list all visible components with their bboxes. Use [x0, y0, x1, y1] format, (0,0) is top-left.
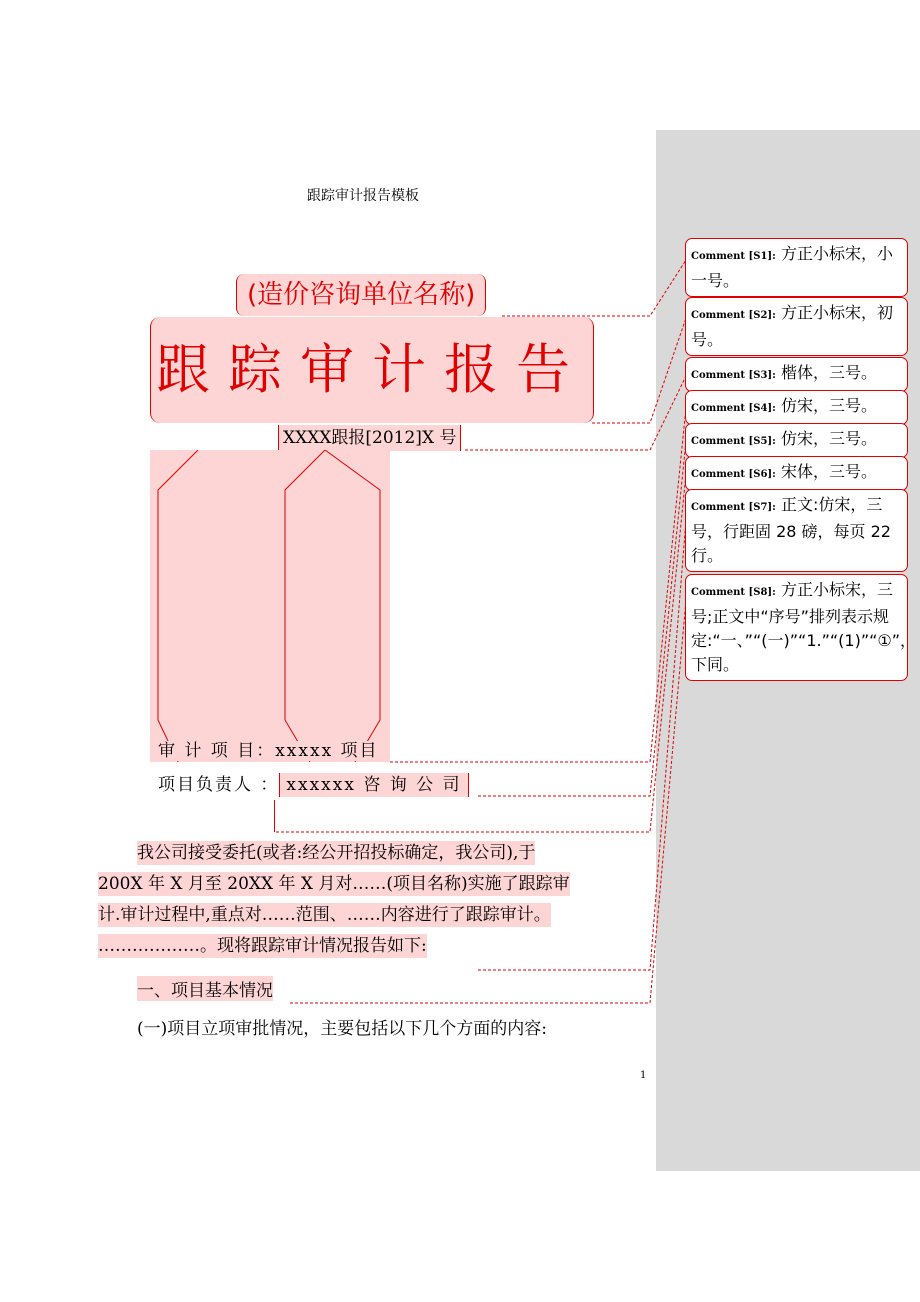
comment-text: 仿宋，三号。	[780, 429, 877, 448]
comment-s7[interactable]	[685, 489, 908, 572]
comment-text: 方正小标宋，小一号。	[691, 244, 893, 290]
comment-s6[interactable]	[685, 456, 908, 491]
comment-text: 楷体，三号。	[780, 363, 877, 382]
comment-s2[interactable]	[685, 297, 908, 356]
comment-s5[interactable]	[685, 423, 908, 458]
section-heading-1[interactable]: 一、项目基本情况	[137, 976, 273, 1001]
comment-id: Comment [S5]:	[691, 436, 776, 447]
report-title[interactable]: 跟踪审计报告	[150, 317, 594, 423]
comment-id: Comment [S7]:	[691, 502, 776, 513]
project-value[interactable]: xxxxx 项目	[275, 741, 379, 761]
comment-id: Comment [S1]:	[691, 251, 776, 262]
page-number: 1	[640, 1070, 647, 1081]
para-line-3: 计.审计过程中,重点对……范围、……内容进行了跟踪审计。	[98, 905, 551, 925]
comment-text: 仿宋，三号。	[780, 396, 877, 415]
comment-s1[interactable]	[685, 238, 908, 297]
project-owner-line	[158, 770, 469, 795]
intro-paragraph[interactable]	[98, 838, 638, 962]
owner-label: 项目负责人 ：	[158, 775, 280, 795]
highlighted-blank-block	[150, 450, 392, 765]
company-name[interactable]: (造价咨询单位名称)	[236, 274, 486, 316]
owner-value[interactable]: xxxxxx 咨 询 公 司	[279, 773, 468, 797]
para-line-4: ………………。现将跟踪审计情况报告如下:	[98, 936, 427, 956]
comment-s4[interactable]	[685, 390, 908, 425]
audit-project-line	[158, 736, 379, 761]
document-title: 跟踪审计报告模板	[307, 188, 419, 204]
project-label: 审 计 项 目：	[158, 741, 276, 761]
comment-text: 宋体，三号。	[780, 462, 877, 481]
comment-id: Comment [S4]:	[691, 403, 776, 414]
subsection-heading-1: (一)项目立项审批情况，主要包括以下几个方面的内容:	[137, 1019, 547, 1039]
comment-text: 方正小标宋，初号。	[691, 303, 893, 349]
comment-id: Comment [S2]:	[691, 310, 776, 321]
para-line-1: 我公司接受委托(或者:经公开招投标确定，我公司),于	[137, 843, 536, 863]
empty-paragraph-marker	[274, 800, 275, 832]
comment-text: 正文:仿宋，三号，行距固 28 磅，每页 22 行。	[691, 495, 891, 565]
comment-id: Comment [S8]:	[691, 587, 776, 598]
comment-s3[interactable]	[685, 357, 908, 392]
comment-id: Comment [S6]:	[691, 469, 776, 480]
report-number[interactable]: XXXX跟报[2012]X 号	[278, 425, 461, 451]
comment-s8[interactable]	[685, 574, 917, 681]
comment-text: 方正小标宋，三号;正文中“序号”排列表示规定:“一、”“(一)”“1.”“(1)”“①”，下同。	[691, 580, 917, 674]
para-line-2: 200X 年 X 月至 20XX 年 X 月对……(项目名称)实施了跟踪审	[98, 874, 570, 894]
comment-id: Comment [S3]:	[691, 370, 776, 381]
